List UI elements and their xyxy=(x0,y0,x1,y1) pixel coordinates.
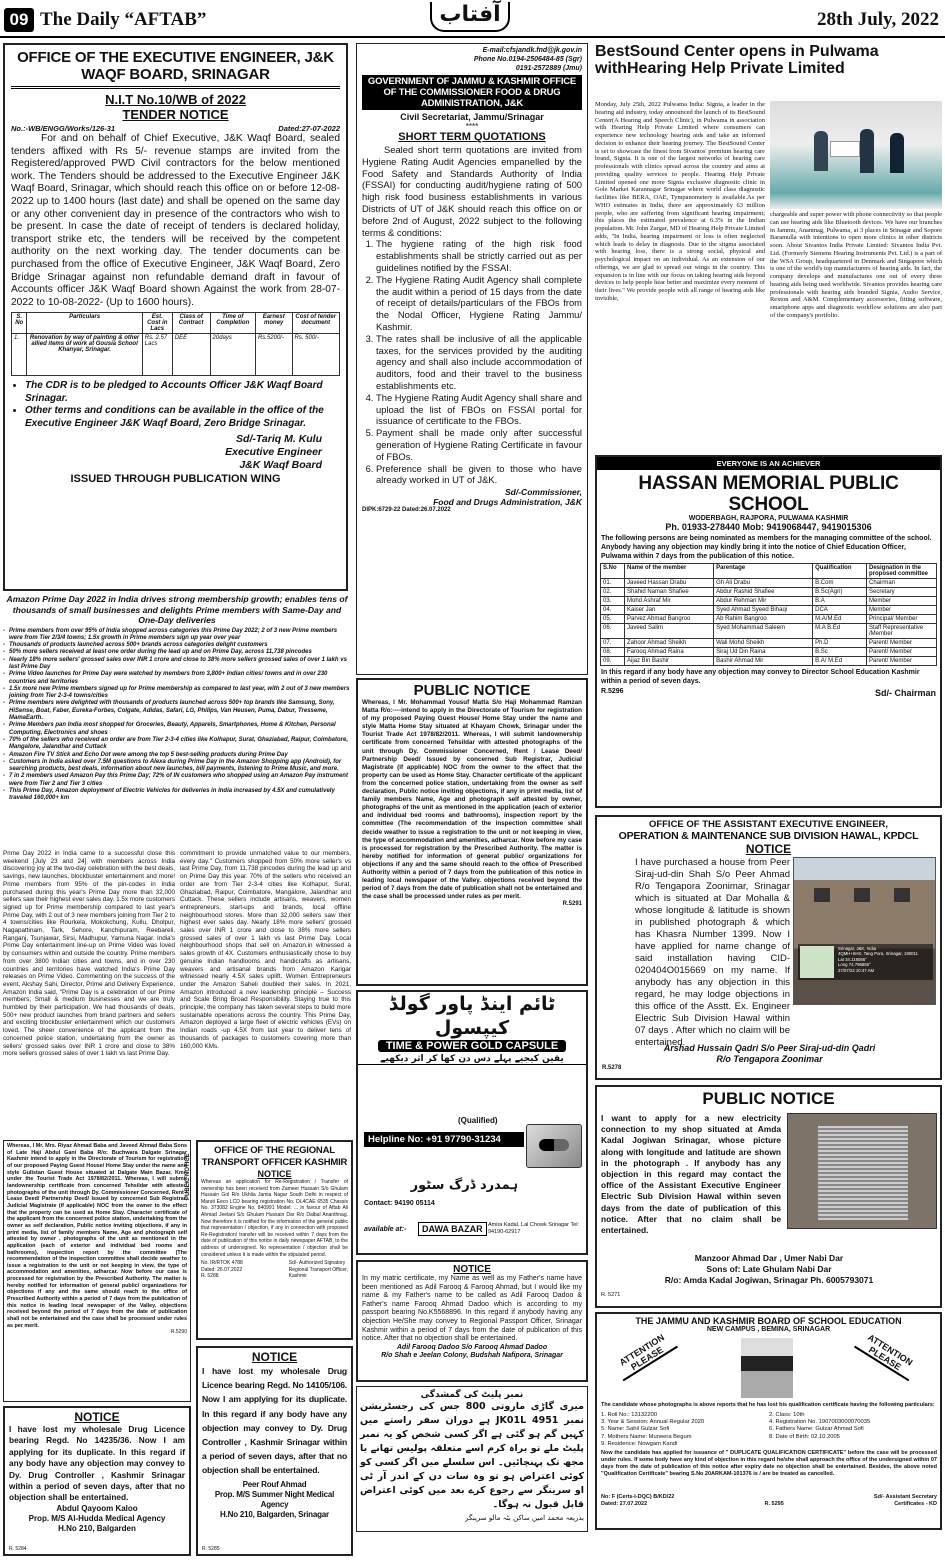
cell: 08. xyxy=(601,648,625,657)
food-phone: Phone No.0194-2506484-85 (Sgr) xyxy=(473,56,582,63)
photo-person xyxy=(890,133,904,173)
adil-signatory: Adil Farooq Dadoo S/o Farooq Ahmad Dadoo xyxy=(396,1343,548,1351)
drug2-address: H.No 210, Balgarden, Srinagar xyxy=(220,1509,329,1519)
bose-notice xyxy=(595,1312,942,1530)
amazon-article xyxy=(3,594,351,1138)
cell: Javeed Hassan Drabu xyxy=(625,579,714,588)
waqf-title: OFFICE OF THE EXECUTIVE ENGINEER, J&K WAQF BOARD, SRINAGAR xyxy=(11,49,340,89)
cell: 07. xyxy=(601,639,625,648)
drug1-address: H.No 210, Balgarden xyxy=(58,1523,136,1533)
ad-text-area xyxy=(366,1056,580,1120)
window xyxy=(894,888,910,902)
food-heading: SHORT TERM QUOTATIONS xyxy=(398,131,546,143)
cell: Parent/ Member xyxy=(867,657,937,666)
cell: Syed Ahmad Syeed Bihaqi xyxy=(714,606,813,615)
rto-rno: R. 5288 xyxy=(201,1273,219,1280)
list-item: - This Prime Day, Amazon deployment of Electric Vehicles for deliveries in India increased by 4.5X and cumulatively traveled 160,000+ km xyxy=(3,788,351,803)
waqf-footer: ISSUED THROUGH PUBLICATION WING xyxy=(70,473,281,486)
ad-contact: Contact: 94190 05114 xyxy=(364,1200,435,1207)
bose-body: Now the candidate has applied for issuance of " DUPLICATE QUALIFICATION CERTIFICATE" before the case will be processed under rules. If some body have any kind of objection in this regard he/she shall approach the office of the undersigned within 07 days from the date of publication of this notice after expiry date no objection shall be entertained. Besides, the above noted "Qualification Certificate" bearing S.No 20ARKAM-101376 is / are be treated as cancelled. xyxy=(601,1450,937,1477)
cell: Kaiser Jan xyxy=(625,606,714,615)
cell: Aijaz Bin Bashir xyxy=(625,657,714,666)
ad-dawa-bazar: DAWA BAZAR xyxy=(418,1222,487,1236)
urdu-body: میری گاڑی ماروتی 800 جس کی رجسٹریشن نمبر JK01L 4951 ہے دوران سفر راستے میں کہیں گم ہو گئی ہے اگر کسی شخص کو یہ نمبر پلیٹ ملے تو براہ کرم اسے متعلقہ پولیس تھانے یا مجھ تک پہنچائیں۔ اس سلسلے میں اگر کسی کو کوئی اعتراض ہو تو وہ سات دن کے اندر آر ٹی او سرینگر سے رجوع کرے بعد میں کوئی اعتراض قابل قبول نہ ہوگا۔ xyxy=(360,1401,585,1510)
food-title: GOVERNMENT OF JAMMU & KASHMIR OFFICE OF THE COMMISSIONER FOOD & DRUG ADMINISTRATION, J&K xyxy=(362,75,582,110)
waqf-dated: Dated:27-07-2022 xyxy=(278,124,340,133)
food-signatory: Sd/-Commissioner, xyxy=(505,487,582,498)
cell: 05. xyxy=(601,615,625,624)
ad-helpline: Helpline No: +91 97790-31234 xyxy=(364,1132,524,1147)
kpdcl-rno: R.5278 xyxy=(602,1065,622,1071)
gulistan-homestay-notice xyxy=(3,1140,191,1402)
bestsound-photo xyxy=(770,101,942,209)
cell: 02. xyxy=(601,588,625,597)
electricity-title: PUBLIC NOTICE xyxy=(702,1089,835,1108)
waqf-condition-1: • The CDR is to be pledged to Accounts Officer J&K Waqf Board Srinagar. xyxy=(25,380,340,405)
cell: B.Com xyxy=(813,579,867,588)
cell: Chairman xyxy=(867,579,937,588)
bestsound-col1: Monday, July 25th, 2022 Pulwama India: Signia, a leader in the hearing aid industry, today announced the launch of its BestSound Center(A Hearing and Speech Clinic), in Pulwama in association with Hearing Help Private Limited where consumers can experience new technology hearing aids and take an informed decision to enhance their hearing journey. The BestSound Center is set to showcase the finest from Sivantos' premium hearing care brand, Signia. It is one of the largest networks of hearing care professionals with clinics spread across the country and aims at providing quality services to people. Hearing Help Private Limited opened one more Signia exclusive diagnostic clinic in Gole Market Karannagar Srinagar where world class diagnostic facilities like BERA, OAE, Tympanometery is available.As per WHO estimates in India, there are approximately 63 million people, who are suffering from significant hearing impairment; this places the estimated prevalence at 6.3% in the Indian population. Mr. John Zargar, MD of Hearing Help Private Limited adds, "In India, hearing impairment or loss is often neglected which leads to delay in diagnosis. Due to the stigma associated with hearing loss, there is a strong social, physical and psychological impact on an individual. As an extension of our offerings, we are glad to spread our wings in the country. This expansion is in line with our focus on taking hearing aids beyond devices to help people hear better and maximize every moment of their lives." We provide people with all range of hearing aids like invisible, xyxy=(595,101,765,302)
list-item: - 1.5x more new Prime members signed up for Prime membership as compared to last year, with 2 out of 3 new members joining from Tier 2-3-4 towns/cities xyxy=(3,686,351,701)
hassan-th-parent: Parentage xyxy=(714,564,813,579)
ad-qualified: (Qualified) xyxy=(458,1116,498,1125)
cell: Ph.D xyxy=(813,639,867,648)
td-time: 20days xyxy=(210,334,255,376)
bestsound-col2: chargeable and super power with phone connectivity so that people can use hearing aids like Bluetooth devices. We have our branches in Jammu, Anantnag, Pulwama, at 3 places in Srinagar and Sopore Baramulla with intentions to open more clinics in other districts soon. About Sivantos India Private Limited: Sivantos India Pvt. Ltd. (Formerly Siemens Hearing Instruments Pvt. Ltd.) is a part of the WSA Group, headquartered in Denmark and Singapore which is one of the world's top manufacturers of hearing aids. In fact, the company develops and manufactures one out of every three hearing aids being used worldwide. Sivantos provides hearing care professionals with hearing aids branded Signia, Audio Service, Rexton and A&M. Complementary accessories, fitting software, smartphone apps and diagnostic workflow solutions are also part of the company's portfolio. xyxy=(770,211,942,319)
cell: Mohd Ashraf Mir xyxy=(625,597,714,606)
table-row xyxy=(601,624,937,639)
rto-notice-heading: NOTICE xyxy=(257,1169,292,1179)
drug1-firm: Prop. M/S Al-Hudda Medical Agency xyxy=(28,1513,166,1523)
hassan-th-desig: Designation in the proposed committee xyxy=(867,564,937,579)
bose-signatory: Sd/- Assistant Secretary xyxy=(873,1494,937,1500)
cell: Parent/ Member xyxy=(867,639,937,648)
ad-store: ہمدرد ڈرگ سٹور xyxy=(410,1178,518,1193)
food-term-5: 5. Payment shall be made only after successful generation of Hygiene Rating Certificate in favour of FBOs. xyxy=(376,427,582,462)
cell: Syed Mohammad Saleem xyxy=(714,624,813,639)
rto-notice xyxy=(196,1140,353,1340)
cell: Siraj Ud Din Raina xyxy=(714,648,813,657)
hassan-rno: R.5296 xyxy=(601,688,624,695)
kpdcl-signatory: Arshad Hussain Qadri S/o Peer Siraj-ud-din Qadri xyxy=(663,1043,876,1053)
food-phone-jammu: 0191-2572889 (Jmu) xyxy=(515,65,582,72)
issue-date: 28th July, 2022 xyxy=(817,9,939,30)
bose-field: 7. Mothers Name: Muneera Begum xyxy=(601,1433,692,1440)
amazon-bullets xyxy=(3,628,351,803)
cell: Ab Rahim Bangroo xyxy=(714,615,813,624)
cell: Shahid Naman Shafiee xyxy=(625,588,714,597)
gulistan-rno: R.5290 xyxy=(170,1329,187,1336)
gps-time: 27/07/22 10:47 AM xyxy=(838,967,875,973)
urdu-title: نمبر پلیٹ کی گمشدگی xyxy=(420,1390,524,1400)
th-earnest: Earnest money xyxy=(255,313,292,334)
adil-address: R/o Shah e Jeelan Colony, Budshah Nafipora, Srinagar xyxy=(381,1352,563,1360)
bose-no: No: F (Certs-I-DQC) B/KD/22 xyxy=(601,1494,675,1500)
electricity-body: I want to apply for a new electricity connection to my shop situated at Amda Kadal Jogiwan Srinagar, whose picture along with longitude and latitude are shown in the photograph . If anybody has any objection in this regard may contact the office of the Assistant Executive Engineer Electric Sub Division Hawal within seven days from the date of publication of this notice. After that no claim shall be entertained. xyxy=(601,1113,781,1236)
cell: Secretary xyxy=(867,588,937,597)
hassan-phone: Ph. 01933-278440 Mob: 9419068447, 9419015306 xyxy=(665,522,872,532)
table-row xyxy=(601,657,937,666)
cell: Javeed Salim xyxy=(625,624,714,639)
list-item: - Amazon Fire TV Stick and Echo Dot were among the top 5 best-selling products during Prime Day xyxy=(3,752,351,759)
cell: B.A xyxy=(813,597,867,606)
hassan-school-name: HASSAN MEMORIAL PUBLIC SCHOOL xyxy=(638,473,899,515)
ad-urdu-title: ٹائم اینڈ پاور گولڈ کیپسول xyxy=(388,993,556,1039)
rto-body: Whereas an application for Re-Registration / Transfer of ownership has been received from Zameer Hussain S/o Ghulam Hussain Gol R/o Ukhlia Jamia Nagar South Delhi in respect of Maruti Eeco LCD bearing registration No. DL4CAE 6535 Chassis No. 373082 Engine No. 840991 Model: ... in favour of Aftab Ali Ahmad Jeelani S/o Ghulam Hussain Dar R/o Dalbal Ananthnag. Now therefore it is notified for the information of the general public that representation / objection, if any in connection with proposed Re-Registration/ transfer will be received within 7 days from the date of publication of this notice in daily newspaper AFTAB, to the address of undersigned. No representation / objection shall be considered unless it is made within the stipulated period. xyxy=(201,1179,348,1258)
rto-signatory: Sd/- Authorized Signatory xyxy=(288,1260,346,1267)
list-item: - Customers in India asked over 7.5M questions to Alexa during Prime Day in the Amazon Shopping app (Android), for searching products, best deals, information about new launches, bill payments, listening to Prime Music, and more. xyxy=(3,759,351,774)
list-item: - Thousands of products launched across 500+ brands across categories delight customers xyxy=(3,642,351,649)
cell: M.A/M.Ed xyxy=(813,615,867,624)
shop-photo xyxy=(787,1113,937,1229)
table-row xyxy=(601,648,937,657)
drug1-signatory: Abdul Qayoom Kaloo xyxy=(56,1503,138,1513)
waqf-signatory: Sd/-Tariq M. Kulu xyxy=(236,433,322,446)
bose-intro: The candidate whose photographs is above reports that he has lost his qualification certificate having the following particulars: xyxy=(601,1402,935,1408)
candidate-photo xyxy=(741,1338,793,1398)
drug1-rno: R. 5284 xyxy=(9,1546,27,1552)
cell: Bashir Ahmad Mir xyxy=(714,657,813,666)
gps-place: Srinagar, J&K, India xyxy=(838,946,876,951)
hassan-th-qual: Qualification xyxy=(813,564,867,579)
food-term-3: 3. The rates shall be inclusive of all the applicable taxes, for the services provided by the auditing agency and shall also include accommodation of auditors, food and their travel to the business establishments etc. xyxy=(376,333,582,392)
bose-field: 4. Registration No. 1907003000070035 xyxy=(769,1419,871,1426)
adil-name-notice xyxy=(356,1260,588,1382)
waqf-designation: Executive Engineer xyxy=(225,446,322,459)
drug2-signatory: Peer Rouf Ahmad xyxy=(242,1479,307,1489)
electricity-connection-notice xyxy=(595,1085,942,1308)
hassan-intro: The following persons are being nominated as members for the managing committee of the school. Anybody having any objection may kindly bring it into the notice of Chief Education Officer, Pulwama within 7 days from the publication of this notice. xyxy=(601,535,932,560)
waqf-table xyxy=(11,312,340,376)
bose-dated: Dated: 27.07.2022 xyxy=(601,1501,648,1507)
ad-english-title: TIME & POWER GOLD CAPSULE xyxy=(378,1040,566,1052)
bose-designation: Certificates - KD xyxy=(894,1501,937,1507)
window xyxy=(854,888,870,902)
td-cost-doc: Rs. 500/- xyxy=(292,334,340,376)
food-term-4: 4. The Hygiene Rating Audit Agency shall share and upload the list of FBOs on FSSAI portal for issuance of certificate to the FBOs. xyxy=(376,392,582,427)
table-row xyxy=(601,615,937,624)
cell: DCA xyxy=(813,606,867,615)
bose-attention-right: ATTENTION PLEASE xyxy=(854,1329,920,1382)
drug-licence-notice-2 xyxy=(196,1346,353,1556)
masthead xyxy=(0,0,945,38)
food-intro: Sealed short term quotations are invited from Hygiene Rating Audit Agencies empanelled by the Food Safety and Standards Authority of India (FSSAI) for conducting audit/hygiene rating of 500 high risk food business establishments in various Districts of UT of J&K should reach this office on or before 2nd of August, 2022 subject to the following terms & conditions: xyxy=(362,144,582,238)
cell: B.Sc(Agri) xyxy=(813,588,867,597)
shutter xyxy=(818,1126,908,1220)
drug1-body: I have lost my wholesale Drug Licence bearing Regd. No 14235/36. Now I am applying for its duplicate. In this regard if any body have any objection may convey to Dy. Drug Controller , Kashmir Srinagar within a period of seven days, after that no objection shall be entertained. xyxy=(9,1424,185,1503)
rto-dated: Dated: 26.07.2022 xyxy=(201,1266,243,1273)
bose-field: 6. Fathers Name: Gulzar Ahmad Sofi xyxy=(769,1426,864,1433)
table-row xyxy=(601,579,937,588)
urdu-sign: بذریعہ محمد امین ساکن بٹہ مالو سرینگر xyxy=(465,1514,584,1522)
td-sno: 1. xyxy=(12,334,27,376)
waqf-tender-heading: TENDER NOTICE xyxy=(122,107,229,122)
hassan-tagline: EVERYONE IS AN ACHIEVER xyxy=(597,457,940,470)
adil-title: NOTICE xyxy=(453,1264,491,1275)
electricity-address: R/o: Amda Kadal Jogiwan, Srinagar Ph. 6005793071 xyxy=(664,1275,874,1285)
list-item: - Prime Video launches for Prime Day were watched by members from 3,800+ Indian cities/ towns and in over 230 countries and territories xyxy=(3,671,351,686)
rto-no: No. IR/RTOK 4788 xyxy=(201,1260,243,1267)
list-item: - 7 in 2 members used Amazon Pay this Prime Day; 72% of IN customers who shopped using an Amazon Pay instrument were from Tier 2 and Tier 3 cities xyxy=(3,773,351,788)
bose-field: 2. Class: 10th xyxy=(769,1412,805,1418)
cell: M.A B.Ed xyxy=(813,624,867,639)
th-est-cost: Est. Cost in Lacs xyxy=(142,313,172,334)
list-item: - Prime members from over 95% of India shopped across categories this Prime Day 2022; 2 of 3 new Prime members were from Tier 2/3/4 towns; 1.5x growth in Prime members sign up year over year xyxy=(3,628,351,643)
th-sno: S. No xyxy=(12,313,27,334)
drug-licence-notice-1 xyxy=(3,1406,191,1556)
table-row xyxy=(601,588,937,597)
cell: B.Sc xyxy=(813,648,867,657)
th-particulars: Particulars xyxy=(27,313,142,334)
cell: Parvez Ahmad Bangroo xyxy=(625,615,714,624)
waqf-body: For and on behalf of Chief Executive, J&K Waqf Board, sealed tenders affixed with Rs 5/- revenue stamps are invited from the Registered/approved PWD Civil contractors for the below mentioned work. The Tenders should be addressed to the Executive Engineer J&K Waqf Board, Srinagar, which should reach this office on or before 12-08-2022 up to 1400 hours (last date) and shall be opened on the same day or any other convenient day in presence of the contractors who wish to be present. In case the date of receipt of tenders is declared holiday, transport strike etc, the tenders will be received by the competent authority on the next working day. The tender documents can be purchased from the office of Executive Engineer, J&K Waqf Board, Zero Bridge Srinagar against non refundable demand draft in favour of Accounts officer J&K Waqf Board shown Against the work from 28-07-2022 to 10-08-2022- (Up to 1600 hours). xyxy=(11,133,340,308)
hassan-th-name: Name of the member xyxy=(625,564,714,579)
kpdcl-body-top: I have purchased a house from Peer Siraj-ud-din Shah S/o Peer Ahmad R/o Tengapora Zoonimar, Srinagar which is situated at Dar Mohalla & whose longitude & latitude is shown in published photograph & which has Khasra Number 1399. Now I have applied for name change of said installation having CID-020404O015669 on my name. If anybody has any objection in this regard, he may lodge objections in this office of the Asstt. Ex. Engineer Electric Sub Division Hawal within 07 days . After which no claim will be entertained. xyxy=(635,857,790,1048)
bose-field: 5. Name: Sahil Gulzar Sofi xyxy=(601,1426,670,1433)
waqf-tender-notice xyxy=(3,43,348,591)
bose-title: THE JAMMU AND KASHMIR BOARD OF SCHOOL EDUCATION xyxy=(635,1316,902,1326)
cell: Abdur Rashid Shafiee xyxy=(714,588,813,597)
waqf-condition-2: • Other terms and conditions can be available in the office of the Executive Engineer J&K Waqf Board, Zero Bridge Srinagar. xyxy=(25,405,340,430)
cell: Principal/ Member xyxy=(867,615,937,624)
kpdcl-title-1: OFFICE OF THE ASSISTANT EXECUTIVE ENGINEER, xyxy=(648,819,889,830)
cell: Farooq Ahmad Raina xyxy=(625,648,714,657)
table-row xyxy=(601,606,937,615)
kpdcl-sign xyxy=(602,1043,937,1065)
drug2-title: NOTICE xyxy=(251,1350,298,1364)
ad-available: available at:- xyxy=(364,1226,407,1233)
waqf-nit: N.I.T No.10/WB of 2022 xyxy=(105,92,246,107)
td-class: DEE xyxy=(172,334,210,376)
cell: B.A/ M.Ed xyxy=(813,657,867,666)
gps-address: 4QMH+6HX, Tang Pora, Srinagar, 190011 xyxy=(838,951,918,957)
bestsound-article xyxy=(595,43,942,449)
capsule-box-image xyxy=(526,1124,582,1168)
capsule-icon xyxy=(539,1139,569,1151)
drug2-firm: Prop. M/S Summer Night Medical Agency xyxy=(214,1489,335,1509)
table-row xyxy=(601,597,937,606)
photo-person xyxy=(860,129,874,173)
list-item: - 50% more sellers received at least one order during the lead up and on Prime Day, across 11,738 pincodes xyxy=(3,649,351,656)
drug2-body: I have lost my wholesale Drug Licence bearing Regd. No 14105/106. Now I am applying for its duplicate. In this regard if any body have any objection may convey to Dy. Drug Controller , Kashmir Srinagar within a period of seven days, after that no objection shall be entertained. xyxy=(202,1366,347,1476)
bestsound-headline: BestSound Center opens in Pulwama withHearing Help Private Limited xyxy=(595,43,879,77)
bose-subtitle: NEW CAMPUS , BEMINA, SRINAGAR xyxy=(706,1326,831,1333)
matta-rno: R.5291 xyxy=(562,901,582,908)
cell: Gh Ali Drabu xyxy=(714,579,813,588)
bose-fields xyxy=(601,1412,937,1448)
gps-long: Long 74.796855° xyxy=(838,962,871,968)
hassan-th-sno: S.No xyxy=(601,564,625,579)
th-time: Time of Completion xyxy=(210,313,255,334)
list-item: - Prime members were delighted with thousands of products launched across 500+ top brands like Samsung, Sony, HiSense, Boat, Faber, Eureka-Forbes, Colgate, Adidas, Safari, LG, Philips, Van Heusen, Puma, Dabur, Tresseme, MamaEarth. xyxy=(3,700,351,722)
rto-designation: Regional Transport Officer, xyxy=(288,1266,348,1273)
time-power-ad xyxy=(356,990,588,1255)
cell: Member xyxy=(867,597,937,606)
bose-field: 3. Year & Session: Annual Regular 2020 xyxy=(601,1419,705,1426)
cell: 01. xyxy=(601,579,625,588)
th-cost-doc: Cost of tender document xyxy=(292,313,340,334)
urdu-number-plate-notice xyxy=(356,1386,588,1532)
bose-rno: R. 5295 xyxy=(764,1501,784,1507)
cell: Abdur Rehman Mir xyxy=(714,597,813,606)
matta-title: PUBLIC NOTICE xyxy=(413,682,531,699)
paper-name: The Daily “AFTAB” xyxy=(40,9,207,30)
food-subtitle: Civil Secretariat, Jammu/Srinagar xyxy=(400,112,544,122)
hassan-address: WODERBAGH, RAJPORA, PULWAMA KASHMIR xyxy=(688,515,849,522)
kpdcl-notice xyxy=(595,815,942,1080)
matta-body: Whereas, I Mr. Mohammad Yousuf Matta S/o Haji Mohammad Ramzan Matta R/o:----intend to apply in the Directorate of Tourism for registration of my proposed Paying Guest House/ Home Stay under the name and style Matta Home Stay situated at Khayam Chowk, Srinagar under the Tourist Trade Act 1978/82/2011. Whereas, I will submit landownership certificate from concerned Tehsildar with attested photographs of the unit through Dy. Commissioner Concerned, Rent / Lease Deed/ Partnership Deed/ Issued by concerned Sub Registrar, Judicial Magistrate (if applicable) NOC from the owner to the effect that the property can be used as Home Stay. Character certificate of the applicant from the concerned police station, undertaking from the owner as self declaration, Public notice inviting objections, if any in print media, list of family members Name, Age and photograph self attested by owner, photographs of the unit as mentioned in the application (each of exterior and individual bed rooms and bathrooms), inspection report by the committee (The recommendation of the inspection committee shall decide weather to issue a registration to the unit or not keeping in view, the type of accommodation and amenities, adharcar. Now before my case is processed for registration by the Prescribed Authority. The matter is hereby notified for information of general public/ organizations for objections if any and the same should reach to the office of Prescribed Authority within a period of 7 days from the publication of this notice in leading local newspaper of the Valley. objections received beyond the period of 7 days from the date of publication shall not be entertained and the case shall be processed under rules as per merit. xyxy=(362,699,582,901)
food-designation: Food and Drugs Administration, J&K xyxy=(433,497,582,508)
cell: Staff Representative /Member xyxy=(867,624,937,639)
window xyxy=(814,888,830,902)
drug1-title: NOTICE xyxy=(74,1410,120,1424)
ad-address: Amira Kadal, Lal Chowk Srinagar Tel: 94190-62917 xyxy=(488,1222,579,1235)
td-earnest: Rs.5200/- xyxy=(255,334,292,376)
amazon-col1: Prime Day 2022 in India came to a successful close this weekend [July 23 and 24] with members across India discovering joy at the two-day celebration with the best deals, savings, new launches, blockbuster entertainment and more! Prime members from 95% of the pin-codes in India purchased during this year's Prime Day more than 32,000 sellers saw their highest ever sales day. 1.5x more customers signed up for Prime membership compared to last year's Prime Day, with 2 out of 3 new members joining from Tier 2 to 4 towns/cities like Rourkela, Mokokchung, Kullu, Dholpur, Nagapattinam, Tark, Sehore, Kanchipuram, Reebareli, Ranganj, Tsunjawar, Sirsi, Madhupur, Yamuna Nagar. India's Prime Day entertainment line-up on Prime Video was loved by consumers within and outside the country. Prime members from over 3800 Indian cities and towns, and in over 230 countries and territories have watched India's Prime Day releases on Prime Video. Commenting on the success of the event, Akshay Sahi, Director, Prime and Delivery Experience, Amazon India said, "Prime Day is a celebration of our Prime members; Small & medium businesses and we are truly humbled by their participation. We had thousands of deals, 500+ new product launches from brand partners and sellers and exciting blockbuster entertainment which our customers loved. The sheer convenience of the applicant from the concerned police station, undertaking from the owner as sellers' grossed sales over INR 1 crore and close to 38% more sellers grossed sales of over 1 lakh vs last Prime Day. xyxy=(3,850,175,1058)
electricity-signatory: Manzoor Ahmad Dar , Umer Nabi Dar xyxy=(694,1253,844,1263)
rto-title: OFFICE OF THE REGIONAL TRANSPORT OFFICER KASHMIR xyxy=(201,1145,348,1168)
hassan-sign: Sd/- Chairman xyxy=(874,688,936,698)
gps-lat: Lat 34.118086° xyxy=(838,956,867,962)
food-quotation-notice xyxy=(356,43,588,675)
food-term-2: 2. The Hygiene Rating Audit Agency shall complete the audit within a period of 15 days from the date of receipt of details/particulars of the FBOs from the Nodal Officer, Hygiene Rating Jammu/ Kashmir. xyxy=(376,274,582,333)
electricity-rno: R. 5271 xyxy=(601,1292,621,1298)
cell: 09. xyxy=(601,657,625,666)
rto-place: Kashmir xyxy=(288,1273,307,1280)
hassan-note: In this regard if any body have any objection may convey to Director School Education Kashmir within a period of seven days. xyxy=(601,669,920,685)
cell: Zahoor Ahmad Sheikh xyxy=(625,639,714,648)
food-term-6: 6. Preference shall be given to those who have already worked in UT of J&K. xyxy=(376,463,582,487)
paper-logo: آفتاب xyxy=(430,2,510,32)
gps-overlay xyxy=(798,944,933,980)
photo-person xyxy=(814,131,828,171)
td-est-cost: Rs. 2.57 Lacs xyxy=(142,334,172,376)
bose-attention-left: ATTENTION PLEASE xyxy=(612,1329,678,1382)
table-row xyxy=(601,639,937,648)
matta-homestay-notice xyxy=(356,678,588,986)
th-class: Class of Contract xyxy=(172,313,210,334)
drug2-rno: R. 5285 xyxy=(202,1546,220,1552)
food-email: E-mail:cfsjandk.fnd@jk.gov.in xyxy=(482,47,582,54)
waqf-org: J&K Waqf Board xyxy=(239,459,322,472)
electricity-parentage: Sons of: Late Ghulam Nabi Dar xyxy=(706,1264,832,1274)
gulistan-body: Whereas, I Mr. Mrs. Riyaz Ahmad Baba and Javeed Ahmad Baba Sons of Late Haji Abdul Gani Baba R/o: Buchwara Dalgate Srinagar Kashmir intend to apply in the Directorate of Tourism for registration of our proposed Paying Guest House/ Home Stay under the name and style Gulistan Guest House situated at Dalgate Main Bazar, Kmr. under the Tourist Trade Act 1978/82/2011. Whereas, I will submit landownership certificate from concerned Tehsildar with attested photographs of the unit through Dy. Commissioner Concerned, Rent / Lease Deed/ Partnership Deed/ Issued by concerned Sub Registrar, Judicial Magistrate (if applicable) NOC from the owner to the effect that the property can be used as Home Stay. Character certificate of the applicant from the concerned police station, undertaking from the owner as self declaration, Public notice inviting objections, if any in print media, list of family members Name, Age and photograph self attested by owner , photographs of the unit as mentioned in the application (each of exterior and individual bed rooms and bathrooms), inspection report by the committee (The recommendation of the inspection committee shall decide weather to issue a registration to the unit or not keeping in view, the type of accommodation and amenities, adharcar. Now before our case is processed for registration by the Prescribed Authority. The matter is hereby notified for information of general public/ organizations for objections if any and the same should reach to the office of Prescribed Authority within a period of 7 days from the publication of this notice in leading local newspaper of the Valley. objections received beyond the period of 7 days from the date of publication shall not be entertained and the case shall be processed under rules as per merit. xyxy=(7,1143,187,1329)
cell: Member xyxy=(867,606,937,615)
photo-banner xyxy=(830,141,860,157)
list-item: - 70% of the sellers who received an order are from Tier 2-3-4 cities like Kolhapur, Surat, Ghaziabad, Raipur, Coimbatore, Mangalore, Jalandhar and Cuttack xyxy=(3,737,351,752)
bose-field: 1. Roll No.: 13132200 xyxy=(601,1412,658,1418)
kpdcl-address: R/o Tengapora Zoonimar xyxy=(716,1054,823,1064)
bose-field: 9. Residence: Nowgam Kandi xyxy=(601,1440,678,1447)
bose-field: 8. Date of Birth: 02.10.2005 xyxy=(769,1433,840,1440)
td-particulars: Renovation by way of painting & other allied items of work at Gousia School Khanyar, Srinagar. xyxy=(27,334,142,376)
kpdcl-title-2: OPERATION & MAINTENANCE SUB DIVISION HAWAL, KPDCL xyxy=(618,830,919,842)
food-stars: **** xyxy=(465,122,479,131)
waqf-ref-no: No.:-WB/ENGG/Works/126-31 xyxy=(11,124,116,133)
list-item: - Nearly 18% more sellers' grossed sales over INR 1 crore and close to 38% more sellers grossed sales of over 1 lakh vs last Prime Day xyxy=(3,657,351,672)
cell: 04. xyxy=(601,606,625,615)
cell: Wali Mohd Sheikh xyxy=(714,639,813,648)
food-dipk: DIPK:6729-22 Dated:26.07.2022 xyxy=(362,507,451,514)
amazon-headline: Amazon Prime Day 2022 in India drives strong membership growth; enables tens of thousands of small businesses and delights Prime members with Same-Day and One-Day deliveries xyxy=(6,594,348,625)
food-term-1: 1. The hygiene rating of the high risk food establishments shall be strictly carried out as per guidelines notified by the FSSAI. xyxy=(376,238,582,273)
amazon-col2: commitment to provide unmatched value to our members, every day." Customers shopped from 50% more seller's vs last Prime Day, from 11,738 pincodes during the lead up and on Prime Day this year. 70% of the sellers who received an order are from Tier 2-3-4 cities like Kolhapur, Surat, Ghaziabad, Raipur, Coimbatore, Mangalore, Jalandhar and Cuttack. These sellers include artisans, weavers, women entrepreneurs, start-ups and brands, local offline neighbourhood stores. More than 32,000 sellers saw their highest ever sales day. Nearly 18% more sellers' grossed sales over INR 1 crore and close to 38% more sellers grossed sales of over 1 lakh vs last Prime Day. Local neighbourhood shops that sell on Amazon.in witnessed a sales growth of 4X. Customers enthusiastically chose to buy genuine Indian handlooms and handicrafts as artisans, weavers and artisanal brands from Amazon Karigar witnessed nearly 4.5X sales uplift. Women Entrepreneurs under the Amazon Saheli doubled their sales. In 2021, Amazon introduced a new leadership principle – Success and Scale Bring Broad Responsibility. Staying true to this principle, the company has taken several steps to build more sustainable operations across the country. This Prime Day, Amazon deployed a large fleet of electric vehicles (EVs) on Indian roads -up 4.5X from last year to deliver tens of thousands of packages to customers covering more than 160,000 KMs. xyxy=(180,850,351,1050)
hassan-school-notice xyxy=(595,455,942,808)
cell: 03. xyxy=(601,597,625,606)
map-thumbnail xyxy=(800,946,834,978)
cell: 06. xyxy=(601,624,625,639)
kpdcl-notice-heading: NOTICE xyxy=(745,842,792,856)
adil-body: In my matric certificate, my Name as well as my Father's name have been mentioned as Adil Farooq & Farooq Ahmad, but I would like my name & my Father's name to be called as Adil Farooq Dadoo & Father's name Farooq Ahmad Dadoo which is according to my passport bearing No.K5568896. In this regard if anybody having any objection He/She may convey to Regional Passport Officer, Srinagar Kashmir within a period of 7 days from the date of publication of this notice. After that no objection shall be entertained. xyxy=(362,1275,582,1343)
hassan-committee-table xyxy=(600,563,937,666)
ad-tagline: یقین کیجیے پہلے دس دن کھا کر اثر دیکھیے xyxy=(358,1054,586,1065)
house-photo xyxy=(793,857,936,1005)
list-item: - Prime Members pan India most shopped for Groceries, Beauty, Apparels, Smartphones, Home & Kitchen, Personal Computing, Electronics and shoes xyxy=(3,722,351,737)
page-number: 09 xyxy=(4,8,34,32)
cell: Parent/ Member xyxy=(867,648,937,657)
vertical-label-public-notice: PUBLIC NOTICE xyxy=(185,1153,191,1200)
